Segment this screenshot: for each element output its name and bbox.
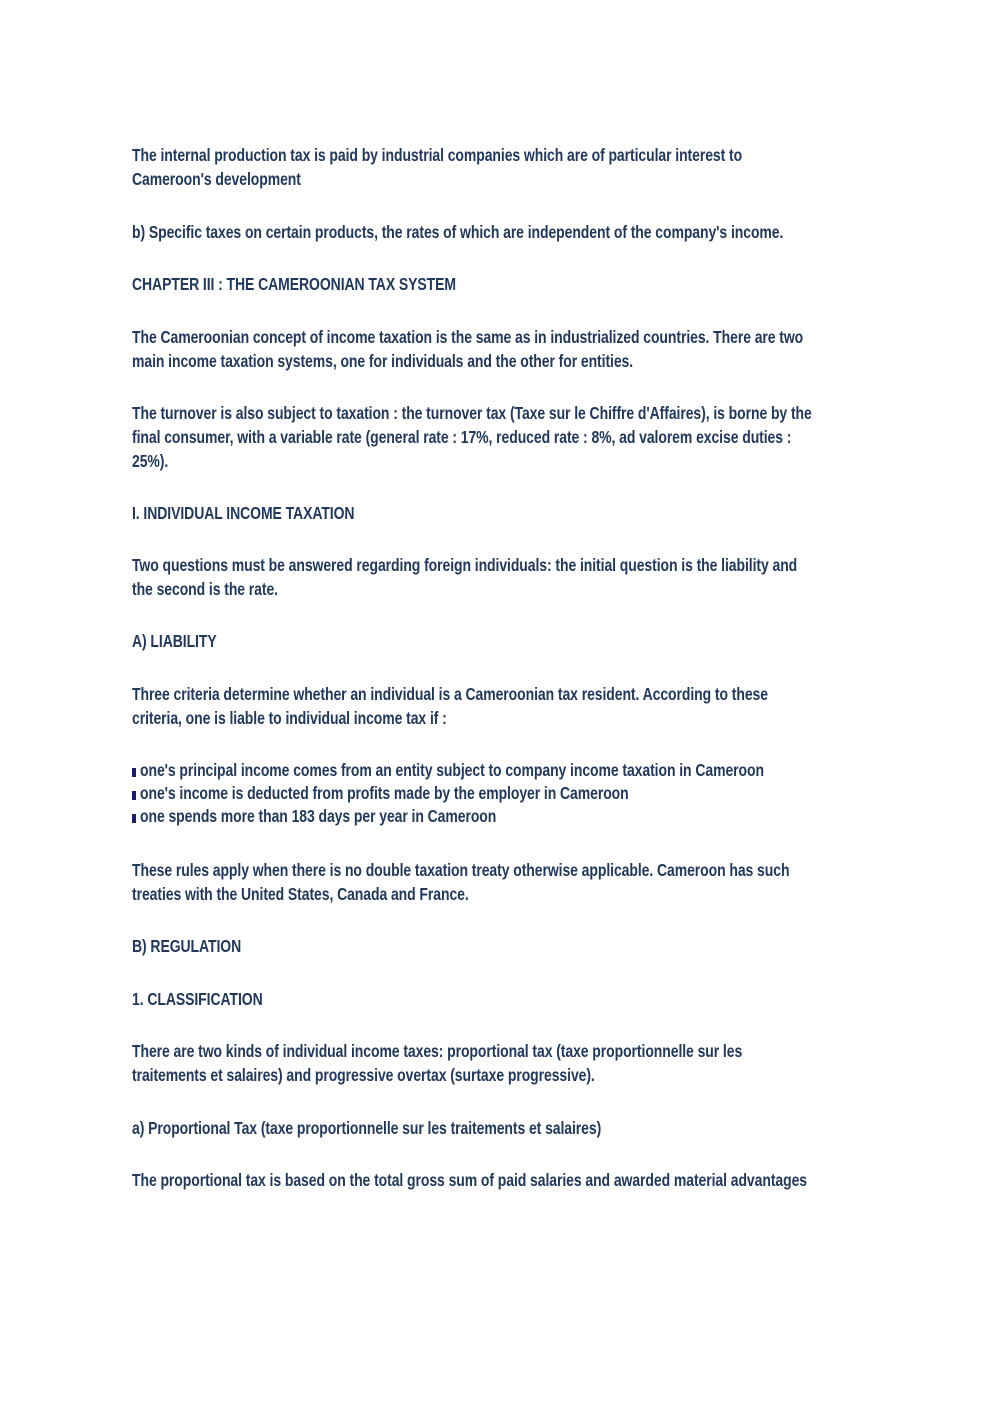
list-item <box>132 804 585 828</box>
paragraph-text: Three criteria determine whether an individual is a Cameroonian tax resident. According to these <box>132 684 768 704</box>
list-item <box>132 758 920 782</box>
paragraph-text: criteria, one is liable to individual income tax if : <box>132 708 447 728</box>
subsection-heading: 1. CLASSIFICATION <box>132 989 263 1009</box>
paragraph-text: b) Specific taxes on certain products, the rates of which are independent of the company's income. <box>132 222 784 242</box>
paragraph-text: There are two kinds of individual income taxes: proportional tax (taxe proportionnelle sur les <box>132 1041 743 1061</box>
bullet-square-icon <box>132 814 136 823</box>
chapter-heading: CHAPTER III : THE CAMEROONIAN TAX SYSTEM <box>132 274 456 294</box>
paragraph-text: Cameroon's development <box>132 169 301 189</box>
list-item-text: one's income is deducted from profits made by the employer in Cameroon <box>140 783 629 803</box>
paragraph-text: The internal production tax is paid by industrial companies which are of particular interest to <box>132 145 743 165</box>
section-heading: A) LIABILITY <box>132 631 217 651</box>
list-item <box>132 781 751 805</box>
list-item-text: one's principal income comes from an entity subject to company income taxation in Cameroon <box>140 760 764 780</box>
list-item-text: one spends more than 183 days per year in Cameroon <box>140 806 497 826</box>
section-heading: I. INDIVIDUAL INCOME TAXATION <box>132 503 355 523</box>
bullet-square-icon <box>132 768 136 777</box>
paragraph-text: The Cameroonian concept of income taxation is the same as in industrialized countries. There are two <box>132 327 804 347</box>
paragraph-text: the second is the rate. <box>132 579 278 599</box>
paragraph-text: These rules apply when there is no double taxation treaty otherwise applicable. Cameroon has such <box>132 860 790 880</box>
subsection-heading: a) Proportional Tax (taxe proportionnelle sur les traitements et salaires) <box>132 1118 602 1138</box>
paragraph-text: final consumer, with a variable rate (general rate : 17%, reduced rate : 8%, ad valorem excise duties : <box>132 427 792 447</box>
paragraph-text: The turnover is also subject to taxation : the turnover tax (Taxe sur le Chiffre d'Affaires), is borne by the <box>132 403 812 423</box>
section-heading: B) REGULATION <box>132 936 242 956</box>
paragraph-text: treaties with the United States, Canada and France. <box>132 884 469 904</box>
paragraph-text: traitements et salaires) and progressive overtax (surtaxe progressive). <box>132 1065 595 1085</box>
paragraph-text: 25%). <box>132 451 169 471</box>
paragraph-text: Two questions must be answered regarding foreign individuals: the initial question is the liability and <box>132 555 798 575</box>
bullet-square-icon <box>132 791 136 800</box>
paragraph-text: main income taxation systems, one for individuals and the other for entities. <box>132 351 634 371</box>
paragraph-text: The proportional tax is based on the total gross sum of paid salaries and awarded material advantages <box>132 1170 807 1190</box>
